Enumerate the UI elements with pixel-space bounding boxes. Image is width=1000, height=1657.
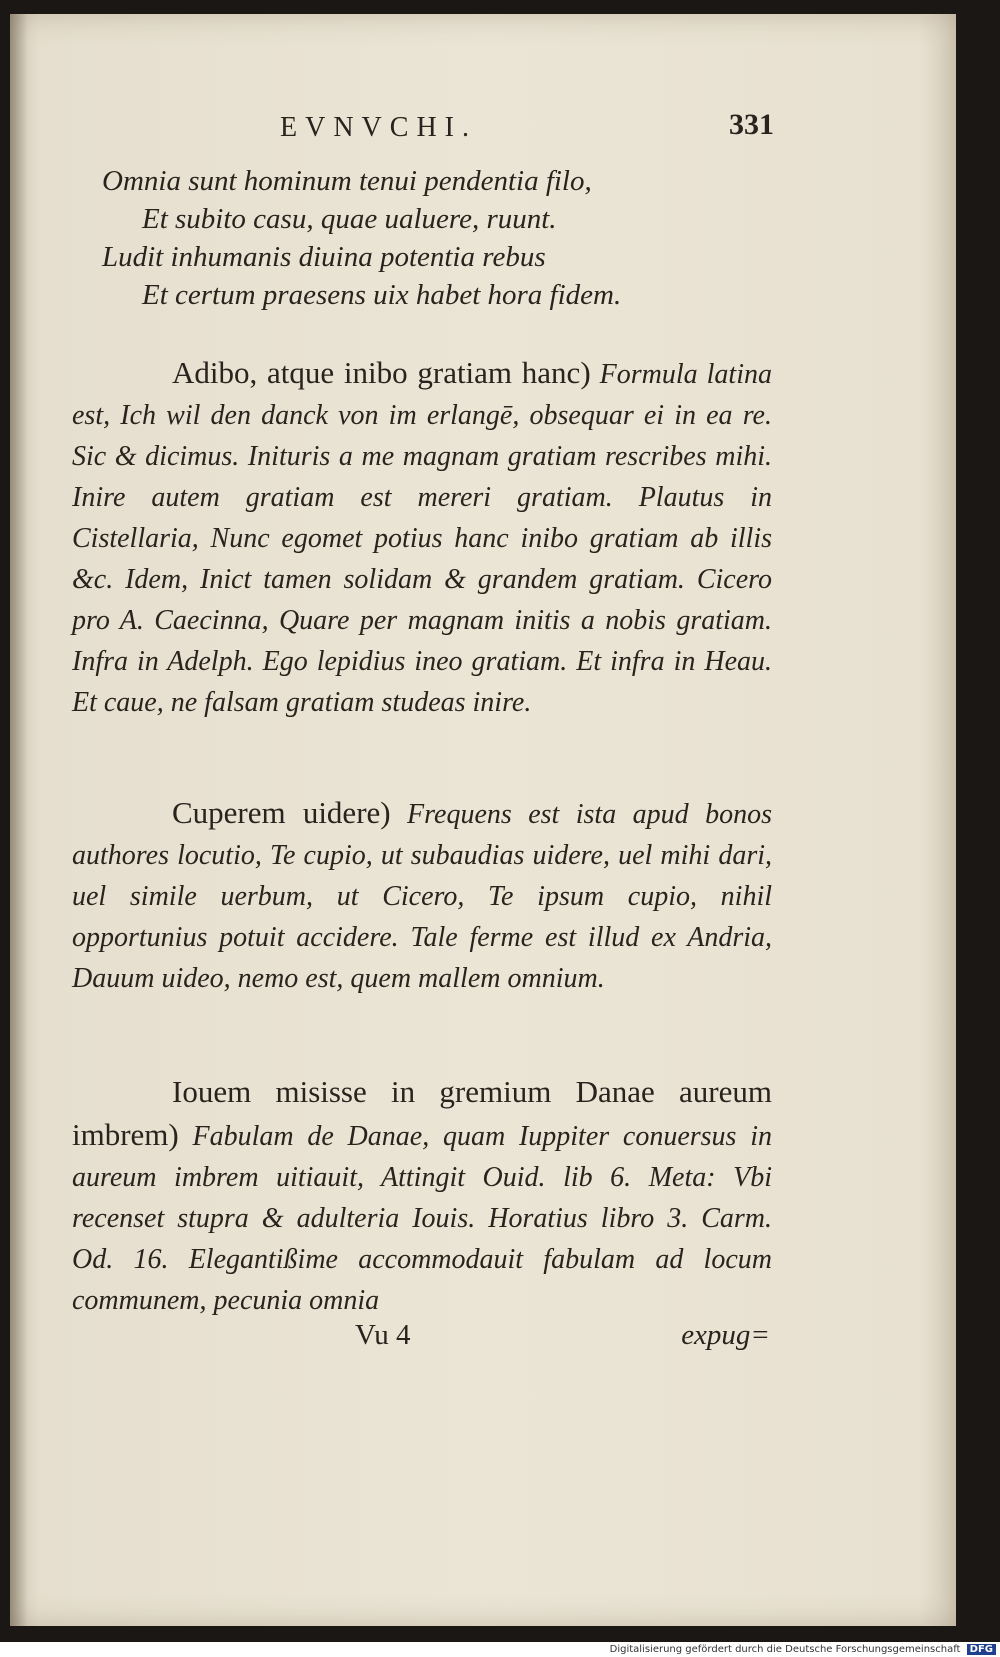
book-page <box>10 14 956 1626</box>
verse-line: Ludit inhumanis diuina potentia rebus <box>102 241 546 273</box>
verse-line: Et certum praesens uix habet hora fidem. <box>142 279 622 311</box>
lemma: Iouem misisse in gremium Danae aureum imbrem) <box>72 1074 772 1152</box>
signature-mark: Vu 4 <box>355 1319 411 1351</box>
lemma: Adibo, atque inibo gratiam hanc) <box>172 355 591 390</box>
verse-line: Omnia sunt hominum tenui pendentia filo, <box>102 165 592 197</box>
verse-line: Et subito casu, quae ualuere, ruunt. <box>142 203 557 235</box>
page-footer <box>70 1319 770 1359</box>
commentary-text: Frequens est ista apud bonos authores locutio, Te cupio, ut subaudias uidere, uel mihi dari, uel simile uerbum, ut Cicero, Te ipsum cupio, nihil opportunius potuit accidere. Tale ferme est illud ex Andria, Dauum uideo, nemo est, quem mallem omnium. <box>72 799 772 994</box>
dfg-logo-icon: DFG <box>967 1644 996 1655</box>
running-head-title: EVNVCHI. <box>280 112 477 143</box>
commentary-text: Fabulam de Danae, quam Iuppiter conuersus in aureum imbrem uitiauit, Attingit Ouid. lib 6. Meta: Vbi recenset stupra & adulteria Iouis. Horatius libro 3. Carm. Od. 16. Elegantißime accommodauit fabulam ad locum communem, pecunia omnia <box>72 1121 772 1316</box>
lemma: Cuperem uidere) <box>172 795 391 830</box>
commentary-text: Formula latina est, Ich wil den danck von im erlangē, obsequar ei in ea re. Sic & dicimus. Inituris a me magnam gratiam rescribes mihi. Inire autem gratiam est mereri gratiam. Plautus in Cistellaria, Nunc egomet potius hanc inibo gratiam ab illis &c. Idem, Inict tamen solidam & grandem gratiam. Cicero pro A. Caecinna, Quare per magnam initis a nobis gratiam. Infra in Adelph. Ego lepidius ineo gratiam. Et infra in Heau. Et caue, ne falsam gratiam studeas inire. <box>72 359 772 718</box>
gutter-shadow <box>10 14 28 1626</box>
banner-text: Digitalisierung gefördert durch die Deutsche Forschungsgemeinschaft <box>609 1644 961 1655</box>
commentary-paragraph <box>72 1071 772 1321</box>
running-head <box>70 104 774 154</box>
catchword: expug= <box>681 1319 770 1351</box>
digitization-banner <box>610 1644 996 1655</box>
page-number: 331 <box>729 108 774 141</box>
verse-quotation <box>102 162 782 314</box>
commentary-paragraph <box>72 352 772 723</box>
commentary-paragraph <box>72 792 772 999</box>
